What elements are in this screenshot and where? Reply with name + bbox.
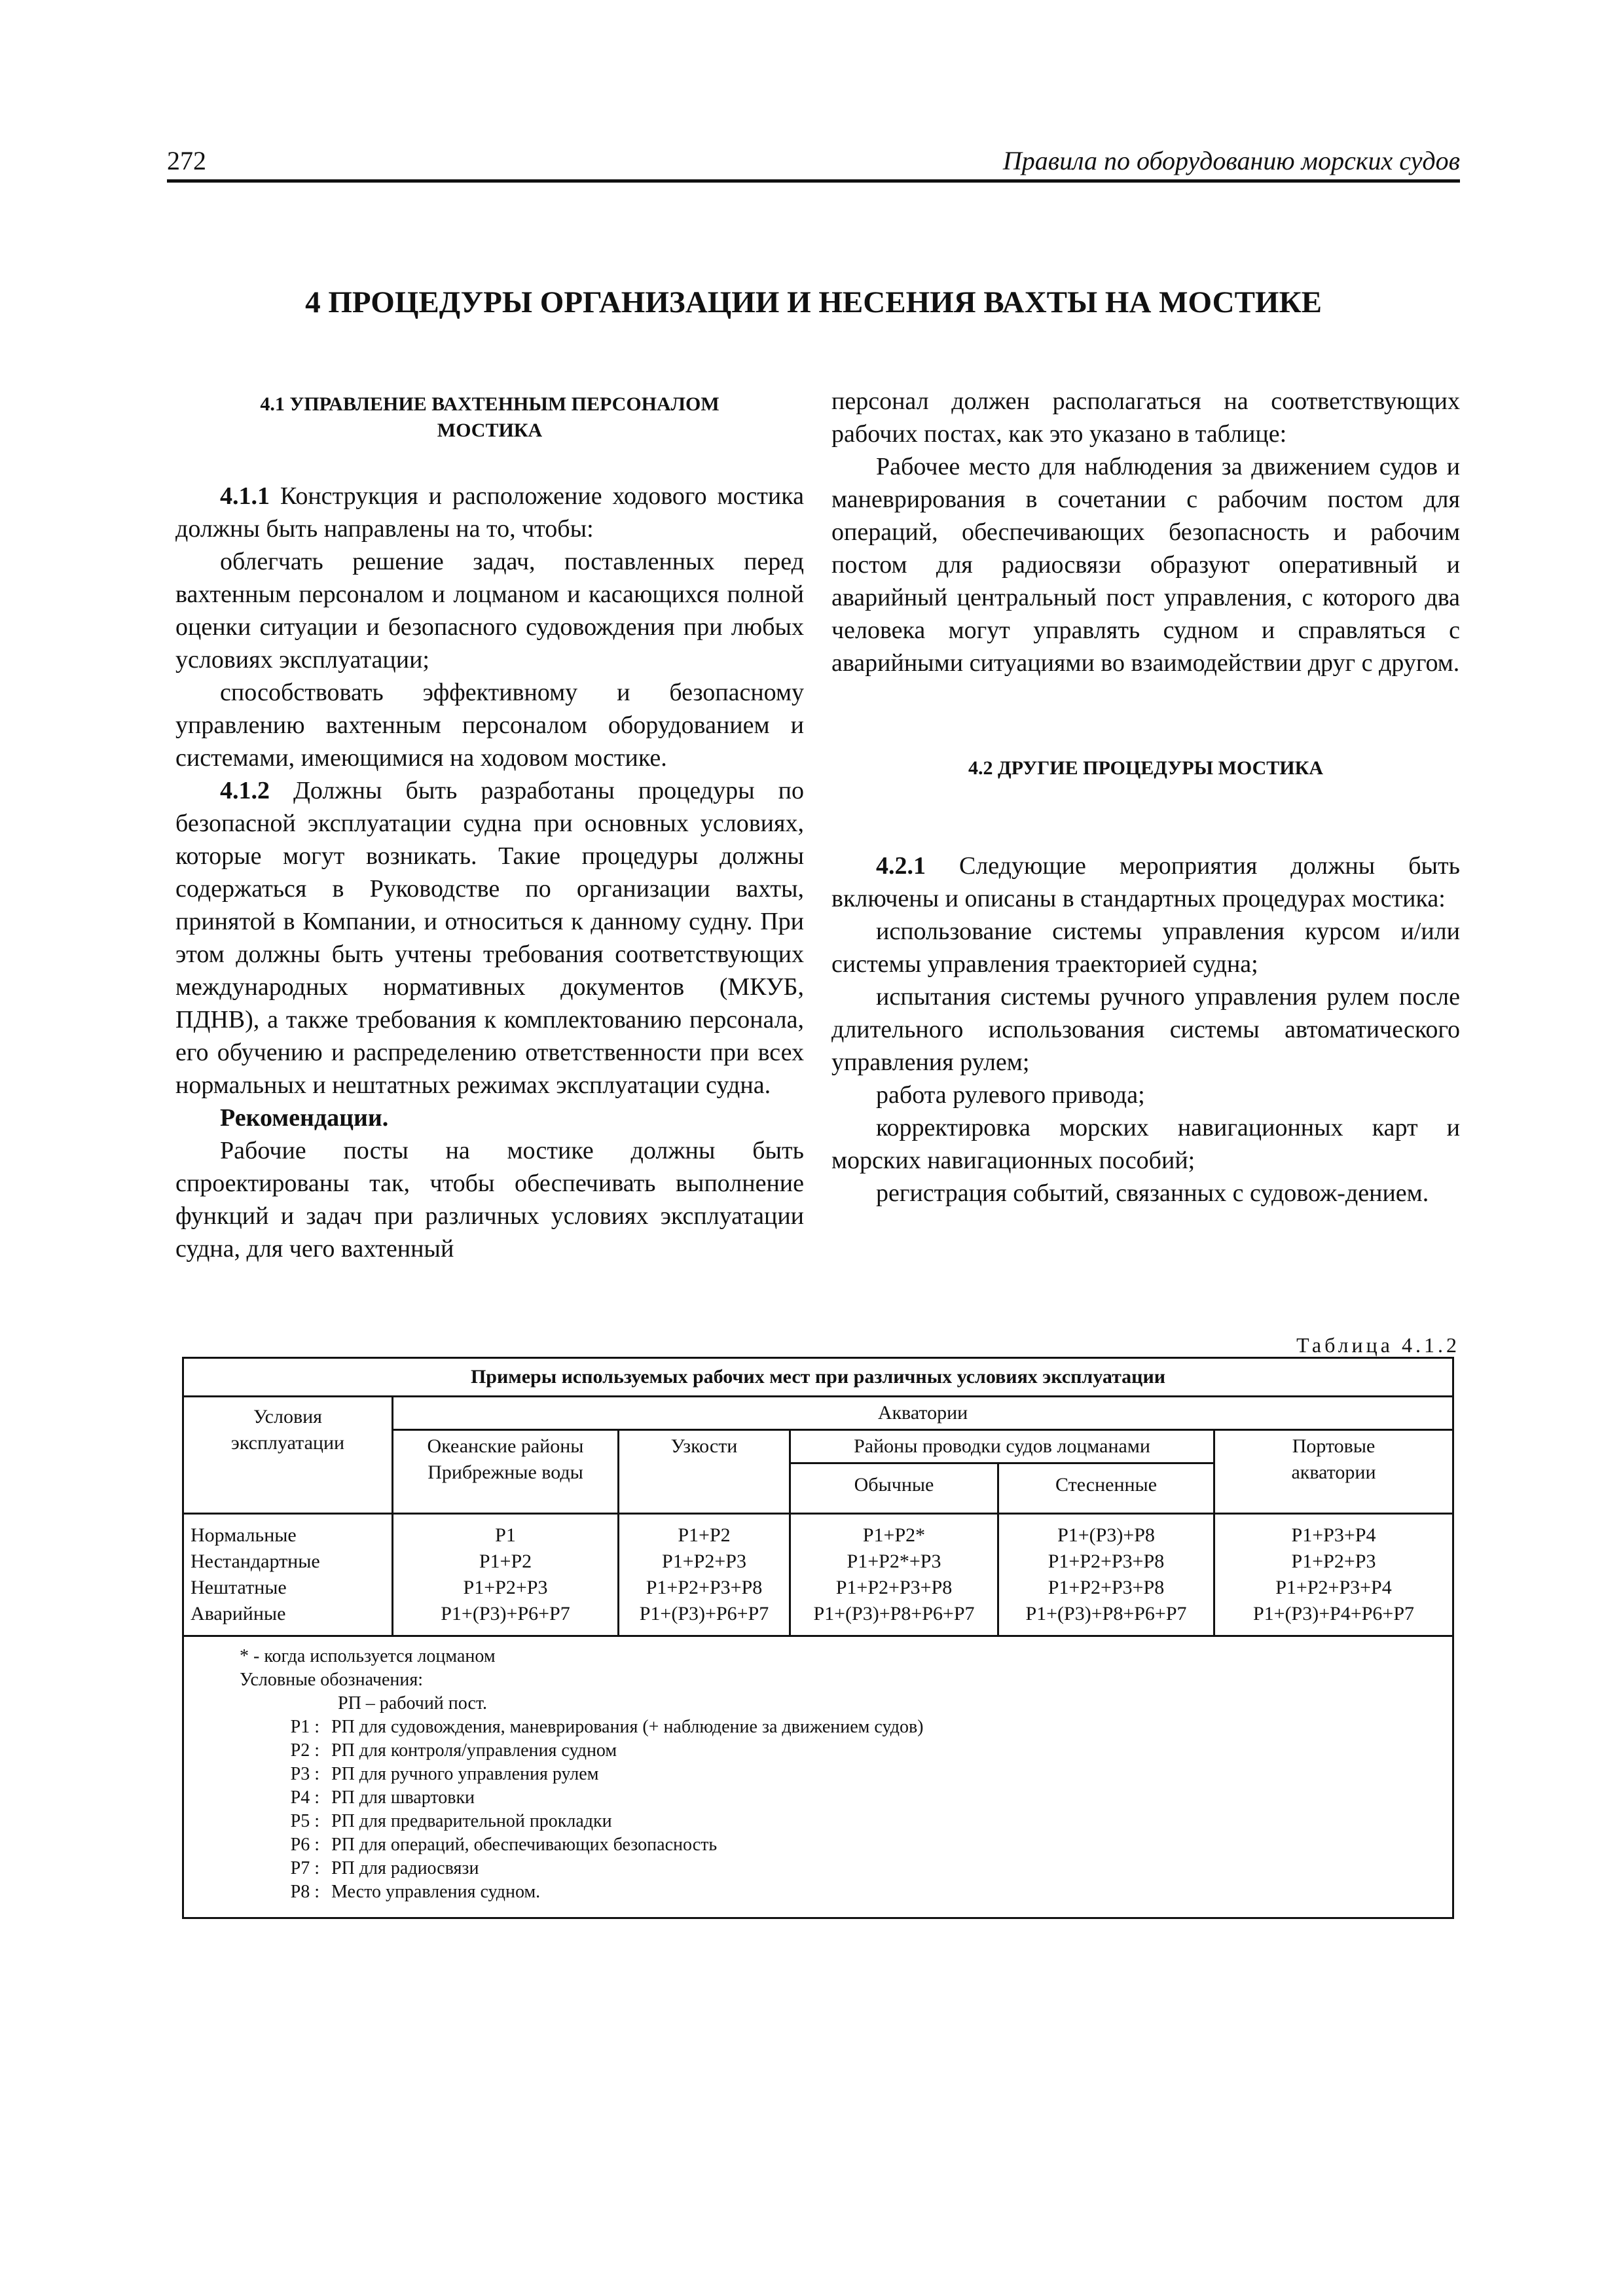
uzkosti-values-cell bbox=[619, 1514, 790, 1636]
paragraph-4-2-1 bbox=[831, 850, 1460, 915]
right-column bbox=[831, 385, 1460, 1210]
header-uzkosti: Узкости bbox=[619, 1430, 790, 1514]
recommendations-label bbox=[175, 1102, 804, 1134]
table-cell-value: P1+P2+P3+P8 bbox=[1048, 1577, 1165, 1598]
legend-value: РП для контроля/управления судном bbox=[331, 1740, 617, 1761]
header-port-line1: Портовые bbox=[1292, 1435, 1376, 1457]
clause-number: 4.1.1 bbox=[220, 482, 270, 510]
legend-value: РП для ручного управления рулем bbox=[331, 1764, 599, 1784]
row-label: Нештатные bbox=[191, 1577, 287, 1598]
paragraph-recommendation: Рабочее место для наблюдения за движением судов и маневрирования в сочетании с рабочим постом для операций, обеспечивающих безопасность и рабочим постом для радиосвязи образуют оперативный и аварийный центральный пост управления, с которого два человека могут управлять судном и справляться с аварийными ситуациями во взаимодействии друг с другом. bbox=[831, 453, 1460, 677]
header-stesnennye: Стесненные bbox=[998, 1463, 1214, 1514]
ocean-values-cell bbox=[393, 1514, 619, 1636]
table-title: Примеры используемых рабочих мест при различных условиях эксплуатации bbox=[183, 1358, 1453, 1397]
header-conditions-line1: Условия bbox=[253, 1406, 322, 1427]
legend-value: Место управления судном. bbox=[331, 1882, 541, 1902]
paragraph-item: способствовать эффективному и безопасному управлению вахтенным персоналом оборудованием и системами, имеющимися на ходовом мостике. bbox=[175, 679, 804, 772]
paragraph-text: Должны быть разработаны процедуры по безопасной эксплуатации судна при основных условиях, которые могут возникать. Такие процедуры должны содержаться в Руководстве по организации вахты, принятой в Компании, и относиться к данному судну. При этом должны быть учтены требования соответствующих международных нормативных документов (МКУБ, ПДНВ), а также требования к комплектованию персонала, его обучению и распределению ответственности при всех нормальных и нештатных режимах эксплуатации судна. bbox=[175, 777, 804, 1099]
legend-key: P4 : bbox=[290, 1787, 319, 1808]
paragraph-4-1-1 bbox=[175, 480, 804, 545]
header-conditions-line2: эксплуатации bbox=[230, 1432, 345, 1454]
port-values-cell bbox=[1214, 1514, 1453, 1636]
paragraph-continuation: персонал должен располагаться на соответствующих рабочих постах, как это указано в таблице: bbox=[831, 387, 1460, 448]
list-item: регистрация событий, связанных с судовож-дением. bbox=[876, 1179, 1429, 1207]
legend-item bbox=[184, 1880, 1452, 1904]
section-heading-4-2: 4.2 ДРУГИЕ ПРОЦЕДУРЫ МОСТИКА bbox=[968, 757, 1324, 779]
list-item: использование системы управления курсом и/или системы управления траекторией судна; bbox=[831, 918, 1460, 978]
table-header-row bbox=[183, 1397, 1453, 1430]
header-ocean-line2: Прибрежные воды bbox=[428, 1462, 583, 1483]
legend-item bbox=[184, 1810, 1452, 1833]
table-cell-value: P1 bbox=[495, 1524, 516, 1546]
row-label: Аварийные bbox=[191, 1603, 286, 1624]
chapter-title: 4 ПРОЦЕДУРЫ ОРГАНИЗАЦИИ И НЕСЕНИЯ ВАХТЫ НА МОСТИКЕ bbox=[305, 285, 1322, 319]
section-heading-4-1 bbox=[175, 391, 804, 444]
list-item: работа рулевого привода; bbox=[876, 1081, 1145, 1109]
table-cell-value: P1+P2+P3+P8 bbox=[835, 1577, 953, 1598]
table-cell-value: P1+(P3)+P6+P7 bbox=[639, 1603, 769, 1624]
section-heading-4-1-line2: МОСТИКА bbox=[437, 420, 543, 441]
header-port-line2: акватории bbox=[1291, 1462, 1376, 1483]
paragraph-item: облегчать решение задач, поставленных перед вахтенным персоналом и лоцманом и касающихся полной оценки ситуации и безопасного судовождения при любых условиях эксплуатации; bbox=[175, 548, 804, 673]
legend-value: РП для предварительной прокладки bbox=[331, 1811, 612, 1831]
note-rp-definition: РП – рабочий пост. bbox=[338, 1693, 488, 1713]
legend-key: P5 : bbox=[290, 1811, 319, 1831]
legend-key: P3 : bbox=[290, 1764, 319, 1784]
clause-number: 4.2.1 bbox=[876, 852, 926, 880]
table-values-row bbox=[183, 1514, 1453, 1636]
table-cell-value: P1+(P3)+P8+P6+P7 bbox=[1025, 1603, 1187, 1624]
note-legend-title: Условные обозначения: bbox=[240, 1670, 424, 1690]
left-column bbox=[175, 385, 804, 1265]
stesnennye-values-cell bbox=[998, 1514, 1214, 1636]
table bbox=[182, 1357, 1454, 1919]
table-notes bbox=[183, 1636, 1453, 1918]
list-item: корректировка морских навигационных карт и морских навигационных пособий; bbox=[831, 1114, 1460, 1174]
legend-item bbox=[184, 1833, 1452, 1857]
obychnye-values-cell bbox=[790, 1514, 998, 1636]
workstation-table bbox=[182, 1357, 1452, 1919]
legend-value: РП для радиосвязи bbox=[331, 1858, 479, 1878]
header-obychnye: Обычные bbox=[790, 1463, 998, 1514]
table-cell-value: P1+(P3)+P6+P7 bbox=[441, 1603, 570, 1624]
header-ocean-line1: Океанские районы bbox=[427, 1435, 584, 1457]
table-cell-value: P1+P2* bbox=[862, 1524, 926, 1546]
note-pilot: * - когда используется лоцманом bbox=[240, 1646, 496, 1666]
page-number: 272 bbox=[167, 146, 206, 175]
legend-key: P7 : bbox=[290, 1858, 319, 1878]
table-caption: Таблица 4.1.2 bbox=[1296, 1333, 1460, 1357]
table-cell-value: P1+(P3)+P8+P6+P7 bbox=[813, 1603, 975, 1624]
paragraph-4-1-2 bbox=[175, 774, 804, 1102]
table-cell-value: P1+P2+P3 bbox=[463, 1577, 548, 1598]
recommendations-label-text: Рекомендации. bbox=[220, 1104, 389, 1132]
table-cell-value: P1+P3+P4 bbox=[1291, 1524, 1376, 1546]
row-label: Нормальные bbox=[191, 1524, 297, 1546]
header-pilot-areas: Районы проводки судов лоцманами bbox=[790, 1430, 1214, 1463]
legend-item bbox=[184, 1857, 1452, 1880]
header-conditions bbox=[183, 1397, 393, 1514]
table-cell-value: P1+P2 bbox=[678, 1524, 731, 1546]
legend-key: P1 : bbox=[290, 1717, 319, 1737]
legend-value: РП для швартовки bbox=[331, 1787, 475, 1808]
paragraph-recommendation: Рабочие посты на мостике должны быть спроектированы так, чтобы обеспечивать выполнение функций и задач при различных условиях эксплуатации судна, для чего вахтенный bbox=[175, 1137, 804, 1263]
legend-item bbox=[184, 1715, 1452, 1739]
table-title-row bbox=[183, 1358, 1453, 1397]
section-heading-4-1-line1: 4.1 УПРАВЛЕНИЕ ВАХТЕННЫМ ПЕРСОНАЛОМ bbox=[260, 393, 720, 415]
table-cell-value: P1+(P3)+P8 bbox=[1057, 1524, 1155, 1546]
table-cell-value: P1+P2+P3 bbox=[662, 1551, 746, 1572]
table-notes-row bbox=[183, 1636, 1453, 1918]
paragraph-text: Конструкция и расположение ходового мостика должны быть направлены на то, чтобы: bbox=[175, 482, 804, 543]
legend-value: РП для операций, обеспечивающих безопасность bbox=[331, 1835, 718, 1855]
clause-number: 4.1.2 bbox=[220, 777, 270, 804]
list-item: испытания системы ручного управления рулем после длительного использования системы автоматического управления рулем; bbox=[831, 983, 1460, 1076]
header-ocean bbox=[393, 1430, 619, 1514]
legend-key: P6 : bbox=[290, 1835, 319, 1855]
legend-item bbox=[184, 1786, 1452, 1810]
table-cell-value: P1+P2+P3+P8 bbox=[1048, 1551, 1165, 1572]
row-labels-cell bbox=[183, 1514, 393, 1636]
legend-item bbox=[184, 1739, 1452, 1763]
header-akvatorii: Акватории bbox=[393, 1397, 1453, 1430]
header-port bbox=[1214, 1430, 1453, 1514]
table-cell-value: P1+P2+P3+P4 bbox=[1275, 1577, 1392, 1598]
table-cell-value: P1+P2 bbox=[479, 1551, 532, 1572]
table-cell-value: P1+P2+P3 bbox=[1291, 1551, 1376, 1572]
row-label: Нестандартные bbox=[191, 1551, 320, 1572]
running-title: Правила по оборудованию морских судов bbox=[1002, 146, 1460, 175]
paragraph-text: Следующие мероприятия должны быть включены и описаны в стандартных процедурах мостика: bbox=[831, 852, 1460, 912]
legend-value: РП для судовождения, маневрирования (+ наблюдение за движением судов) bbox=[331, 1717, 924, 1737]
legend-key: P8 : bbox=[290, 1882, 319, 1902]
legend-item bbox=[184, 1763, 1452, 1786]
table-cell-value: P1+(P3)+P4+P6+P7 bbox=[1252, 1603, 1415, 1624]
legend-key: P2 : bbox=[290, 1740, 319, 1761]
table-cell-value: P1+P2+P3+P8 bbox=[646, 1577, 763, 1598]
table-cell-value: P1+P2*+P3 bbox=[847, 1551, 941, 1572]
page-header bbox=[167, 145, 1460, 183]
